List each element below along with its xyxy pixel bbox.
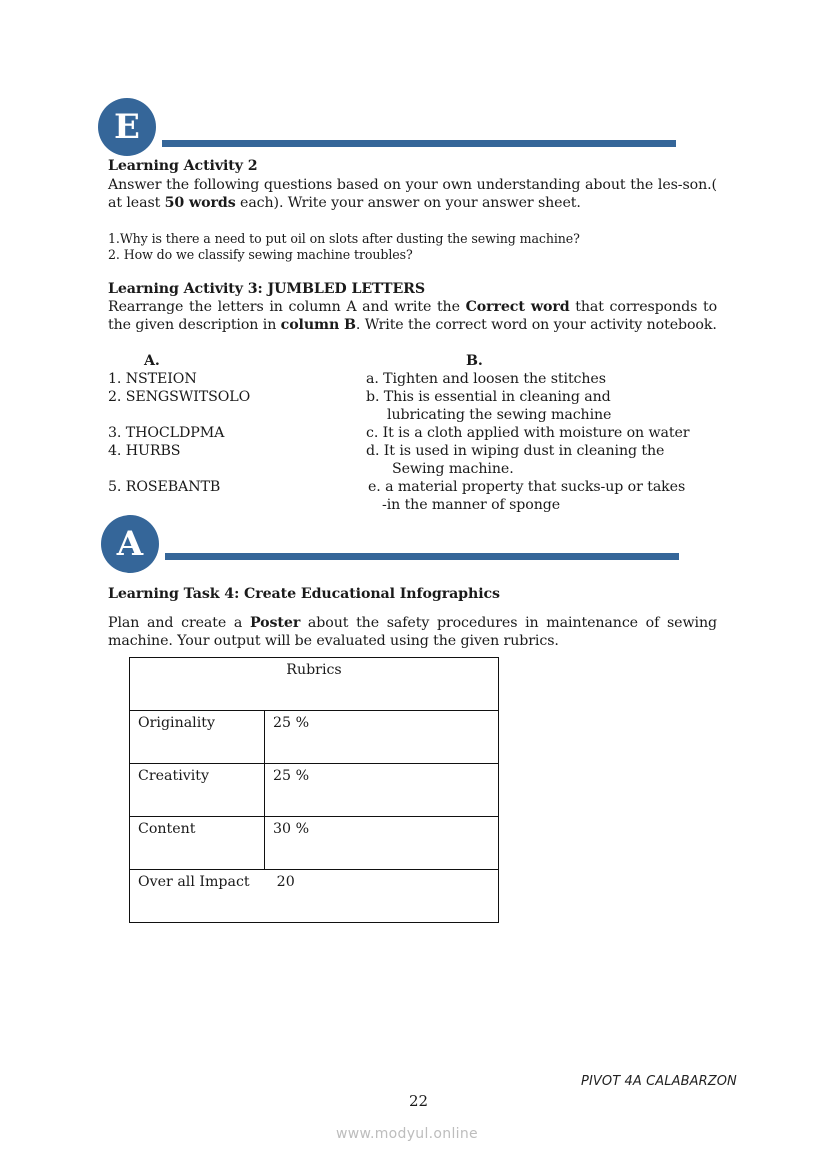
watermark: www.modyul.online	[336, 1126, 478, 1142]
activity2-question-2: 2. How do we classify sewing machine troubles?	[108, 247, 413, 262]
activity2-title: Learning Activity 2	[108, 158, 258, 174]
activity3-instruction	[108, 298, 717, 334]
column-b-item: e. a material property that sucks-up or takes	[368, 479, 686, 495]
task4-poster: Poster	[250, 615, 301, 631]
column-b-item: a. Tighten and loosen the stitches	[366, 371, 606, 387]
activity2-word-count: 50 words	[164, 195, 236, 211]
column-b-item-cont: lubricating the sewing machine	[387, 407, 612, 423]
column-b-item: d. It is used in wiping dust in cleaning the	[366, 443, 665, 459]
rubrics-header: Rubrics	[130, 658, 499, 711]
page-number: 22	[409, 1092, 429, 1110]
activity3-title: Learning Activity 3: JUMBLED LETTERS	[108, 281, 426, 297]
rubrics-row	[130, 764, 499, 817]
column-a-item: 1. NSTEION	[108, 371, 197, 387]
activity2-question-1: 1.Why is there a need to put oil on slots after dusting the sewing machine?	[108, 231, 580, 246]
rubrics-row	[130, 817, 499, 870]
activity3-instruction-text: Rearrange the letters in column A and write the	[108, 299, 466, 315]
rubrics-overall-impact: Over all Impact 20	[130, 870, 499, 923]
column-b-header: B.	[466, 353, 483, 369]
task4-instruction-text: Plan and create a	[108, 615, 250, 631]
column-b-item-cont: Sewing machine.	[392, 461, 514, 477]
activity2-instruction	[108, 176, 717, 212]
section-e-divider	[162, 140, 676, 147]
activity2-instruction-text: Answer the following questions based on your own understanding about the les-son.( at least	[108, 177, 717, 211]
rubrics-table	[129, 657, 499, 923]
column-a-item: 3. THOCLDPMA	[108, 425, 225, 441]
activity2-instruction-text-2: each). Write your answer on your answer sheet.	[235, 195, 581, 211]
activity3-instruction-text-2: that corresponds to the given description in	[108, 299, 718, 333]
section-e-badge	[98, 98, 156, 156]
column-b-item: b. This is essential in cleaning and	[366, 389, 611, 405]
footer-brand: PIVOT 4A CALABARZON	[581, 1074, 737, 1089]
task4-instruction	[108, 614, 717, 650]
rubrics-row	[130, 711, 499, 764]
rubrics-header-row	[130, 658, 499, 711]
column-b-item-cont: -in the manner of sponge	[382, 497, 561, 513]
rubrics-criterion: Creativity	[130, 764, 265, 817]
activity3-correct-word: Correct word	[465, 299, 570, 315]
column-a-header: A.	[144, 353, 160, 369]
section-a-divider	[165, 553, 679, 560]
task4-title: Learning Task 4: Create Educational Infographics	[108, 586, 500, 602]
rubrics-row	[130, 870, 499, 923]
activity3-column-b-ref: column B	[280, 317, 356, 333]
section-a-badge	[101, 515, 159, 573]
column-a-item: 5. ROSEBANTB	[108, 479, 221, 495]
column-a-item: 4. HURBS	[108, 443, 181, 459]
column-b-item: c. It is a cloth applied with moisture on water	[366, 425, 690, 441]
rubrics-weight: 25 %	[265, 764, 499, 817]
rubrics-weight: 25 %	[265, 711, 499, 764]
rubrics-criterion: Content	[130, 817, 265, 870]
task4-instruction-text-2: about the safety procedures in maintenance of sewing machine. Your output will be evaluated using the given rubrics.	[108, 615, 717, 649]
activity3-instruction-text-3: . Write the correct word on your activity notebook.	[355, 317, 717, 333]
column-a-item: 2. SENGSWITSOLO	[108, 389, 251, 405]
rubrics-weight: 30 %	[265, 817, 499, 870]
section-e-letter: E	[114, 107, 140, 147]
section-a-letter: A	[116, 524, 144, 564]
rubrics-criterion: Originality	[130, 711, 265, 764]
